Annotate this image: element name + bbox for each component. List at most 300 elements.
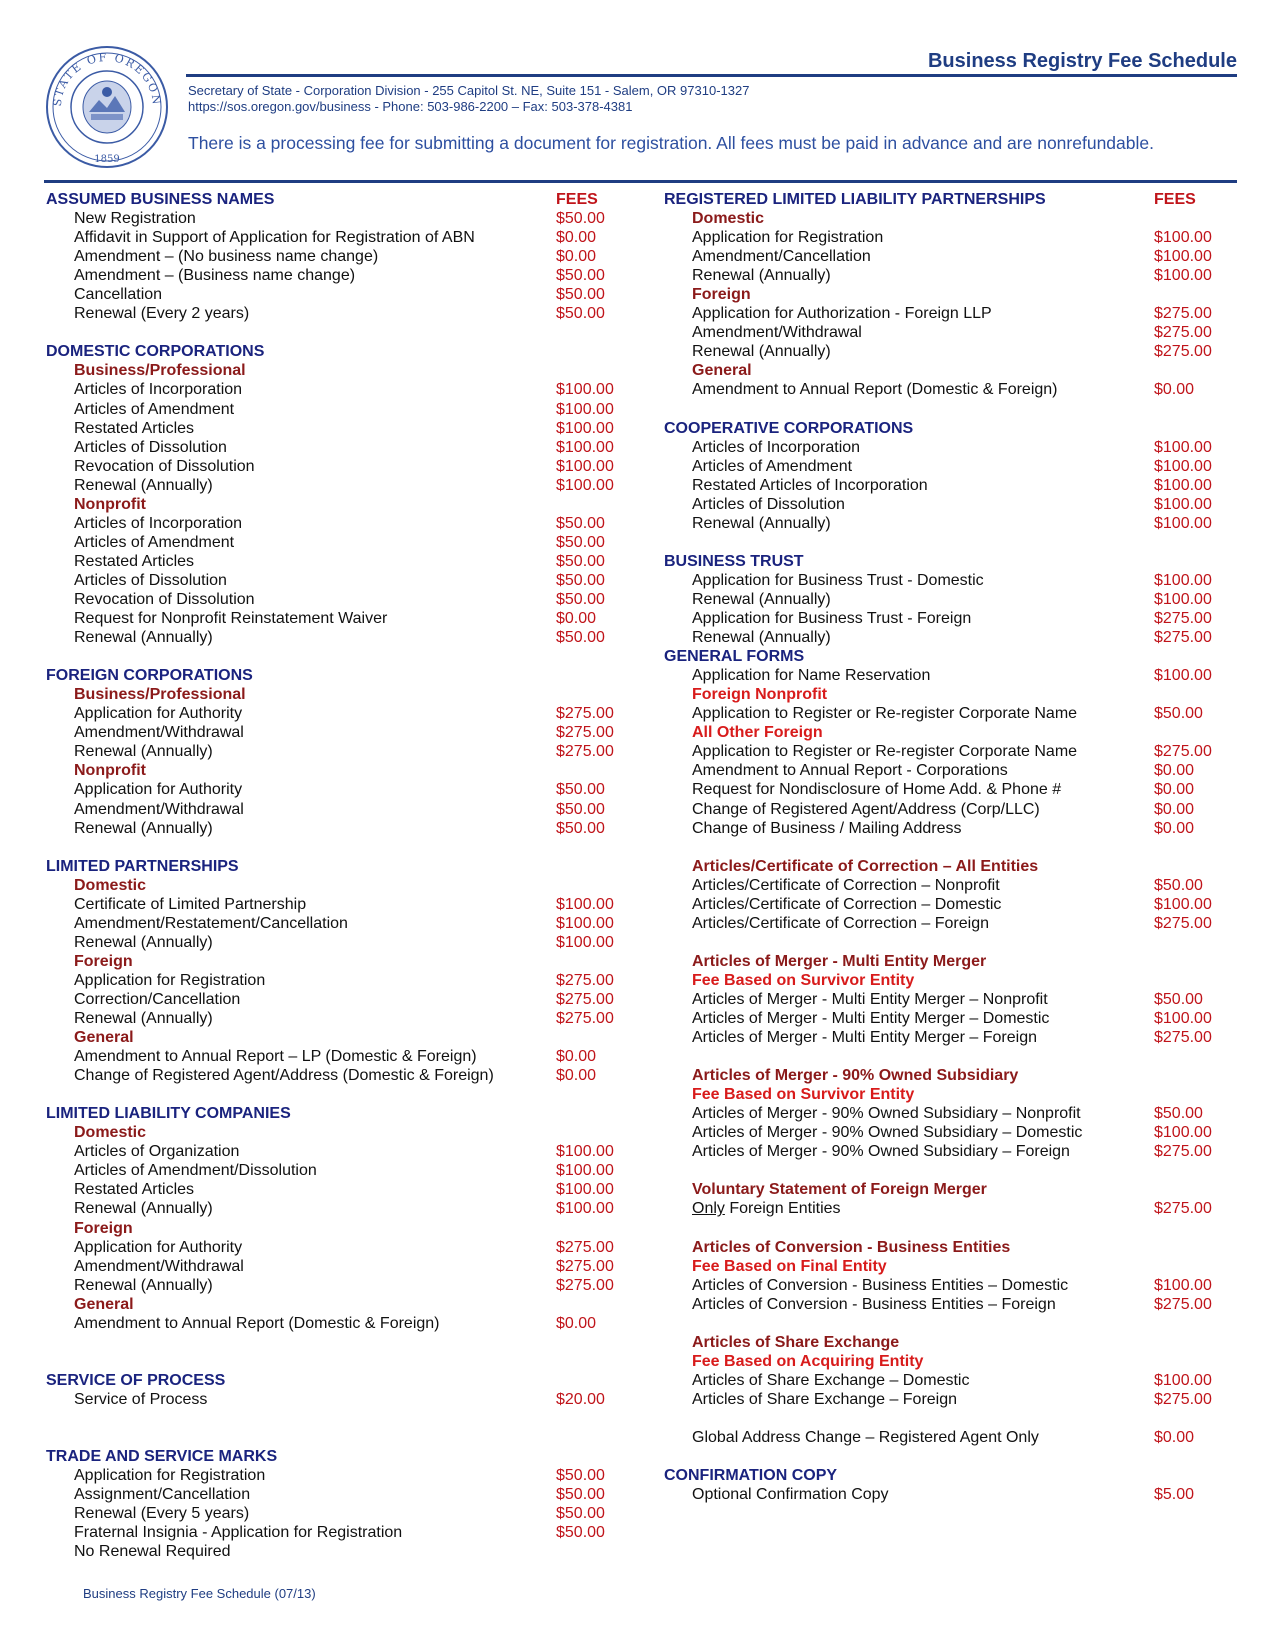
item-label: Articles of Incorporation: [74, 514, 243, 532]
fee-amount: $275.00: [1154, 305, 1212, 323]
item-label: TRADE AND SERVICE MARKS: [46, 1448, 278, 1466]
fee-amount: $50.00: [1154, 876, 1203, 894]
fee-amount: $100.00: [556, 438, 614, 456]
item-label: Application for Name Reservation: [692, 667, 931, 685]
section-heading: [664, 190, 1244, 209]
fee-amount: $50.00: [556, 267, 605, 285]
fee-amount: $100.00: [1154, 248, 1212, 266]
subsection-heading: [46, 495, 626, 514]
item-label: Voluntary Statement of Foreign Merger: [692, 1181, 987, 1199]
fee-item: [664, 666, 1244, 685]
item-label: Articles of Merger - Multi Entity Merger: [692, 952, 987, 970]
fee-amount: $275.00: [1154, 610, 1212, 628]
item-label: SERVICE OF PROCESS: [46, 1371, 226, 1389]
fee-amount: $0.00: [556, 229, 597, 247]
fee-amount: $50.00: [556, 1467, 605, 1485]
fee-item: [664, 228, 1244, 247]
item-label: Articles of Incorporation: [692, 438, 861, 456]
footer-text: Business Registry Fee Schedule (07/13): [83, 1586, 316, 1601]
subsection-heading: [664, 1085, 1244, 1104]
item-label: Service of Process: [74, 1390, 208, 1408]
item-label: Application for Registration: [692, 229, 884, 247]
fee-item: [46, 723, 626, 742]
item-label: Application for Business Trust - Foreign: [692, 610, 972, 628]
fee-item: [46, 1314, 626, 1333]
item-label: Domestic: [74, 876, 147, 894]
fee-amount: $100.00: [1154, 457, 1212, 475]
fee-amount: $100.00: [1154, 267, 1212, 285]
fee-amount: $100.00: [556, 933, 614, 951]
spacer: [664, 1314, 1244, 1333]
fee-item: [46, 1542, 626, 1561]
fee-amount: $50.00: [556, 629, 605, 647]
fee-amount: $275.00: [1154, 343, 1212, 361]
spacer: [46, 1428, 626, 1447]
item-label: Articles of Share Exchange – Foreign: [692, 1390, 958, 1408]
fee-amount: $0.00: [556, 1314, 597, 1332]
subsection-heading: [664, 285, 1244, 304]
item-label: Request for Nonprofit Reinstatement Waiver: [74, 610, 388, 628]
item-label: Articles of Merger - Multi Entity Merger – Nonprofit: [692, 990, 1048, 1008]
item-label: Renewal (Annually): [74, 1276, 213, 1294]
fee-amount: $100.00: [556, 400, 614, 418]
fee-item: [46, 1199, 626, 1218]
item-label: LIMITED PARTNERSHIPS: [46, 857, 239, 875]
item-label: Revocation of Dissolution: [74, 457, 255, 475]
fee-item: [46, 628, 626, 647]
fee-item: [664, 457, 1244, 476]
item-label: Articles of Amendment: [74, 400, 235, 418]
fee-item: [664, 704, 1244, 723]
fee-amount: $20.00: [556, 1390, 605, 1408]
page-title: Business Registry Fee Schedule: [927, 50, 1237, 72]
item-label: BUSINESS TRUST: [664, 552, 804, 570]
fee-item: [46, 1161, 626, 1180]
spacer: [46, 647, 626, 666]
section-heading: [46, 1104, 626, 1123]
item-label: Affidavit in Support of Application for Registration of ABN: [74, 229, 475, 247]
item-label: Articles of Merger - 90% Owned Subsidiary: [692, 1067, 1019, 1085]
item-label: Articles of Merger - 90% Owned Subsidiary – Domestic: [692, 1124, 1083, 1142]
item-label: Cancellation: [74, 286, 163, 304]
fee-amount: $0.00: [556, 1067, 597, 1085]
fee-item: [46, 800, 626, 819]
item-label: Fee Based on Survivor Entity: [692, 1086, 915, 1104]
fee-item: [46, 533, 626, 552]
fee-amount: $275.00: [1154, 1390, 1212, 1408]
item-label: Articles of Conversion - Business Entities: [692, 1238, 1011, 1256]
fee-amount: $100.00: [556, 914, 614, 932]
item-label: Renewal (Annually): [692, 267, 831, 285]
fee-item: [46, 1047, 626, 1066]
item-label: Restated Articles: [74, 1181, 195, 1199]
fee-item: [46, 819, 626, 838]
item-label: Articles of Merger - Multi Entity Merger – Domestic: [692, 1010, 1050, 1028]
item-label: Articles of Conversion - Business Entities – Domestic: [692, 1276, 1069, 1294]
item-label: Articles of Amendment: [74, 533, 235, 551]
fee-item: [46, 457, 626, 476]
seal-year: 1859: [94, 154, 120, 165]
fee-amount: $100.00: [1154, 495, 1212, 513]
fee-amount: $100.00: [1154, 1276, 1212, 1294]
fee-amount: $100.00: [556, 457, 614, 475]
subsection-heading: [46, 685, 626, 704]
item-label: Fraternal Insignia - Application for Registration: [74, 1524, 403, 1542]
fee-amount: $275.00: [556, 1276, 614, 1294]
spacer: [664, 1161, 1244, 1180]
item-label: GENERAL FORMS: [664, 648, 805, 666]
subsection-heading: [46, 876, 626, 895]
fee-amount: $275.00: [1154, 1200, 1212, 1218]
fee-item: [664, 323, 1244, 342]
fee-amount: $275.00: [1154, 914, 1212, 932]
fee-item: [46, 1180, 626, 1199]
fee-item: [664, 1142, 1244, 1161]
fee-amount: $50.00: [556, 533, 605, 551]
fee-item: [664, 780, 1244, 799]
item-label: Fee Based on Final Entity: [692, 1257, 887, 1275]
spacer: [664, 1447, 1244, 1466]
fee-item: [46, 990, 626, 1009]
address-line: Secretary of State - Corporation Division - 255 Capitol St. NE, Suite 151 - Salem, OR 97310-1327: [188, 83, 750, 98]
item-label: FOREIGN CORPORATIONS: [46, 667, 253, 685]
item-label: REGISTERED LIMITED LIABILITY PARTNERSHIPS: [664, 191, 1046, 208]
fee-amount: $0.00: [556, 610, 597, 628]
item-label: Correction/Cancellation: [74, 990, 241, 1008]
item-label: Renewal (Annually): [692, 514, 831, 532]
subsection-heading: [46, 1028, 626, 1047]
item-label: Global Address Change – Registered Agent Only: [692, 1429, 1039, 1447]
fee-amount: $0.00: [1154, 1429, 1195, 1447]
item-label: Application for Registration: [74, 971, 266, 989]
fee-amount: $50.00: [556, 1505, 605, 1523]
item-label: Articles/Certificate of Correction – All Entities: [692, 857, 1039, 875]
fee-amount: $275.00: [1154, 324, 1212, 342]
item-label: General: [74, 1295, 134, 1313]
fee-amount: $50.00: [556, 286, 605, 304]
item-label: Articles of Merger - Multi Entity Merger – Foreign: [692, 1029, 1037, 1047]
item-label: Renewal (Annually): [74, 933, 213, 951]
item-label: Foreign: [74, 952, 133, 970]
item-label: Articles of Merger - 90% Owned Subsidiary – Nonprofit: [692, 1105, 1081, 1123]
fee-amount: $0.00: [1154, 762, 1195, 780]
seal-text: STATE OF OREGON: [50, 50, 164, 108]
spacer: [664, 1409, 1244, 1428]
fee-amount: $50.00: [556, 1486, 605, 1504]
fee-item: [664, 495, 1244, 514]
fee-amount: $50.00: [556, 819, 605, 837]
spacer: [664, 933, 1244, 952]
subsection-heading: [664, 685, 1244, 704]
spacer: [664, 1047, 1244, 1066]
fee-item: [664, 742, 1244, 761]
section-heading: [664, 1466, 1244, 1485]
fee-item: [664, 609, 1244, 628]
item-label: Revocation of Dissolution: [74, 590, 255, 608]
item-label: Business/Professional: [74, 686, 246, 704]
item-label: Renewal (Annually): [692, 343, 831, 361]
fee-amount: $100.00: [1154, 438, 1212, 456]
subsection-heading: [664, 952, 1244, 971]
spacer: [664, 533, 1244, 552]
title-divider: [186, 74, 1237, 77]
fee-amount: $100.00: [1154, 895, 1212, 913]
fee-amount: $100.00: [1154, 1010, 1212, 1028]
subsection-heading: [664, 1333, 1244, 1352]
spacer: [46, 323, 626, 342]
item-label: Optional Confirmation Copy: [692, 1486, 889, 1504]
item-label: Renewal (Every 2 years): [74, 305, 250, 323]
subsection-heading: [46, 361, 626, 380]
item-label: Amendment to Annual Report – LP (Domestic & Foreign): [74, 1048, 477, 1066]
right-fee-column: [664, 190, 1244, 1504]
fee-item: [46, 1485, 626, 1504]
item-label: Restated Articles: [74, 552, 195, 570]
item-label: Amendment/Withdrawal: [74, 1257, 244, 1275]
spacer: [46, 1352, 626, 1371]
fee-amount: $275.00: [556, 971, 614, 989]
subsection-heading: [664, 857, 1244, 876]
fee-item: [46, 1276, 626, 1295]
fee-item: [46, 1142, 626, 1161]
fee-item: [46, 704, 626, 723]
item-label: Renewal (Annually): [74, 629, 213, 647]
fee-amount: $50.00: [556, 552, 605, 570]
item-label: Articles/Certificate of Correction – Nonprofit: [692, 876, 1000, 894]
item-label: Request for Nondisclosure of Home Add. & Phone #: [692, 781, 1062, 799]
fee-item: [664, 895, 1244, 914]
item-label: Amendment/Withdrawal: [74, 800, 244, 818]
item-label: CONFIRMATION COPY: [664, 1467, 838, 1485]
item-label: Amendment/Restatement/Cancellation: [74, 914, 348, 932]
item-label: New Registration: [74, 210, 196, 228]
section-heading: [46, 666, 626, 685]
item-label: Application to Register or Re-register Corporate Name: [692, 705, 1078, 723]
item-label: Foreign: [74, 1219, 133, 1237]
fee-item: [664, 876, 1244, 895]
fee-item: [664, 1295, 1244, 1314]
fee-item: [664, 1104, 1244, 1123]
item-label: Fee Based on Acquiring Entity: [692, 1352, 924, 1370]
subsection-heading: [664, 723, 1244, 742]
fee-amount: $100.00: [1154, 1124, 1212, 1142]
spacer: [46, 1085, 626, 1104]
item-label: Foreign Entities: [724, 1200, 841, 1218]
fee-amount: $0.00: [556, 1048, 597, 1066]
item-label: Nonprofit: [74, 495, 146, 513]
fee-item: [46, 552, 626, 571]
fee-item: [664, 628, 1244, 647]
fee-item: [664, 800, 1244, 819]
item-label: All Other Foreign: [692, 724, 823, 742]
section-heading: [46, 190, 626, 209]
subsection-heading: [664, 1257, 1244, 1276]
item-label: Amendment/Withdrawal: [74, 724, 244, 742]
fee-amount: $50.00: [556, 1524, 605, 1542]
subsection-heading: [46, 1219, 626, 1238]
fee-amount: $275.00: [556, 743, 614, 761]
fee-item: [46, 1390, 626, 1409]
fee-amount: $275.00: [1154, 743, 1212, 761]
item-label: Articles of Share Exchange – Domestic: [692, 1371, 970, 1389]
fee-item: [664, 1028, 1244, 1047]
item-label: Application for Authority: [74, 705, 243, 723]
subsection-heading: [664, 1352, 1244, 1371]
section-heading: [46, 1371, 626, 1390]
state-seal-icon: [44, 44, 170, 170]
fee-amount: $0.00: [1154, 781, 1195, 799]
item-label: Application for Authorization - Foreign LLP: [692, 305, 992, 323]
fee-item: [46, 285, 626, 304]
item-label: Renewal (Annually): [74, 819, 213, 837]
emphasis-text: Only: [692, 1200, 725, 1218]
fee-item: [664, 914, 1244, 933]
item-label: Renewal (Annually): [74, 476, 213, 494]
subsection-heading: [46, 1295, 626, 1314]
item-label: Articles/Certificate of Correction – Foreign: [692, 914, 989, 932]
fee-amount: $275.00: [556, 724, 614, 742]
fee-item: [46, 380, 626, 399]
item-label: Change of Registered Agent/Address (Domestic & Foreign): [74, 1067, 494, 1085]
item-label: Amendment/Withdrawal: [692, 324, 862, 342]
fee-amount: $50.00: [1154, 1105, 1203, 1123]
left-fee-column: [46, 190, 626, 1561]
fee-amount: $100.00: [556, 895, 614, 913]
fee-amount: $100.00: [556, 1181, 614, 1199]
fee-item: [664, 1371, 1244, 1390]
fee-amount: $5.00: [1154, 1486, 1195, 1504]
fee-amount: $275.00: [1154, 629, 1212, 647]
spacer: [46, 1333, 626, 1352]
section-heading: [46, 1447, 626, 1466]
fee-amount: $275.00: [556, 1010, 614, 1028]
spacer: [46, 838, 626, 857]
fee-amount: $50.00: [556, 590, 605, 608]
fee-item: [46, 609, 626, 628]
item-label: Articles of Share Exchange: [692, 1333, 900, 1351]
item-label: Renewal (Annually): [692, 590, 831, 608]
item-label: Articles of Dissolution: [692, 495, 845, 513]
fee-amount: $100.00: [1154, 571, 1212, 589]
item-label: General: [692, 362, 752, 380]
fee-item: [664, 1123, 1244, 1142]
fee-item: [46, 1466, 626, 1485]
item-label: Amendment to Annual Report - Corporations: [692, 762, 1008, 780]
subsection-heading: [46, 952, 626, 971]
fee-amount: $100.00: [1154, 1371, 1212, 1389]
item-label: Business/Professional: [74, 362, 246, 380]
item-label: Articles of Incorporation: [74, 381, 243, 399]
fee-amount: $0.00: [1154, 381, 1195, 399]
section-heading: [46, 857, 626, 876]
fee-item: [664, 571, 1244, 590]
fee-amount: $100.00: [556, 419, 614, 437]
fee-item: [664, 476, 1244, 495]
fee-item: [46, 514, 626, 533]
fee-item: [46, 1504, 626, 1523]
spacer: [664, 1219, 1244, 1238]
fee-amount: $275.00: [556, 1238, 614, 1256]
item-label: Renewal (Annually): [74, 1010, 213, 1028]
fee-item: [46, 438, 626, 457]
fee-item: [46, 400, 626, 419]
subsection-heading: [664, 209, 1244, 228]
subsection-heading: [664, 1180, 1244, 1199]
subsection-heading: [664, 1238, 1244, 1257]
fee-amount: $50.00: [556, 571, 605, 589]
fee-amount: $50.00: [1154, 705, 1203, 723]
item-label: Articles of Conversion - Business Entities – Foreign: [692, 1295, 1056, 1313]
fee-item: [46, 590, 626, 609]
fee-amount: $50.00: [556, 210, 605, 228]
item-label: Articles of Amendment: [692, 457, 853, 475]
fee-item: [664, 342, 1244, 361]
item-label: Nonprofit: [74, 762, 146, 780]
fee-item: [46, 742, 626, 761]
fee-item: [46, 971, 626, 990]
fee-item: [46, 266, 626, 285]
fee-amount: $275.00: [1154, 1295, 1212, 1313]
fee-amount: $0.00: [556, 248, 597, 266]
item-label: Domestic: [74, 1124, 147, 1142]
fee-amount: $275.00: [1154, 1143, 1212, 1161]
item-label: Articles of Dissolution: [74, 438, 227, 456]
subsection-heading: [664, 361, 1244, 380]
fee-item: [46, 933, 626, 952]
item-label: Articles of Organization: [74, 1143, 240, 1161]
fee-amount: $100.00: [556, 381, 614, 399]
fee-notice: There is a processing fee for submitting a document for registration. All fees must be paid in advance and are nonrefundable.: [188, 133, 1154, 153]
fee-item: [664, 1199, 1244, 1218]
fee-item: [46, 209, 626, 228]
spacer: [664, 838, 1244, 857]
fee-item: [46, 1066, 626, 1085]
fee-item: [46, 914, 626, 933]
item-label: Amendment to Annual Report (Domestic & Foreign): [692, 381, 1058, 399]
fee-amount: $275.00: [556, 705, 614, 723]
section-heading: [664, 647, 1244, 666]
fee-item: [664, 514, 1244, 533]
header-divider: [44, 180, 1237, 183]
section-heading: [664, 552, 1244, 571]
section-heading: [664, 419, 1244, 438]
fee-amount: $100.00: [556, 1200, 614, 1218]
fee-item: [664, 1009, 1244, 1028]
fee-amount: $0.00: [1154, 800, 1195, 818]
fee-amount: $100.00: [1154, 514, 1212, 532]
fee-item: [664, 761, 1244, 780]
item-label: Assignment/Cancellation: [74, 1486, 251, 1504]
fee-item: [664, 1390, 1244, 1409]
item-label: Articles of Merger - 90% Owned Subsidiary – Foreign: [692, 1143, 1070, 1161]
fee-item: [664, 1428, 1244, 1447]
fee-item: [664, 438, 1244, 457]
item-label: Fee Based on Survivor Entity: [692, 971, 915, 989]
item-label: General: [74, 1029, 134, 1047]
contact-line: https://sos.oregon.gov/business - Phone: 503-986-2200 – Fax: 503-378-4381: [188, 99, 633, 114]
fee-item: [46, 780, 626, 799]
fee-item: [46, 304, 626, 323]
fee-amount: $275.00: [556, 990, 614, 1008]
subsection-heading: [46, 1123, 626, 1142]
item-label: Domestic: [692, 210, 765, 228]
fee-item: [664, 380, 1244, 399]
fee-amount: $50.00: [556, 781, 605, 799]
item-label: Change of Registered Agent/Address (Corp/LLC): [692, 800, 1040, 818]
item-label: Amendment to Annual Report (Domestic & Foreign): [74, 1314, 440, 1332]
fee-item: [46, 1238, 626, 1257]
fee-amount: $100.00: [1154, 667, 1212, 685]
